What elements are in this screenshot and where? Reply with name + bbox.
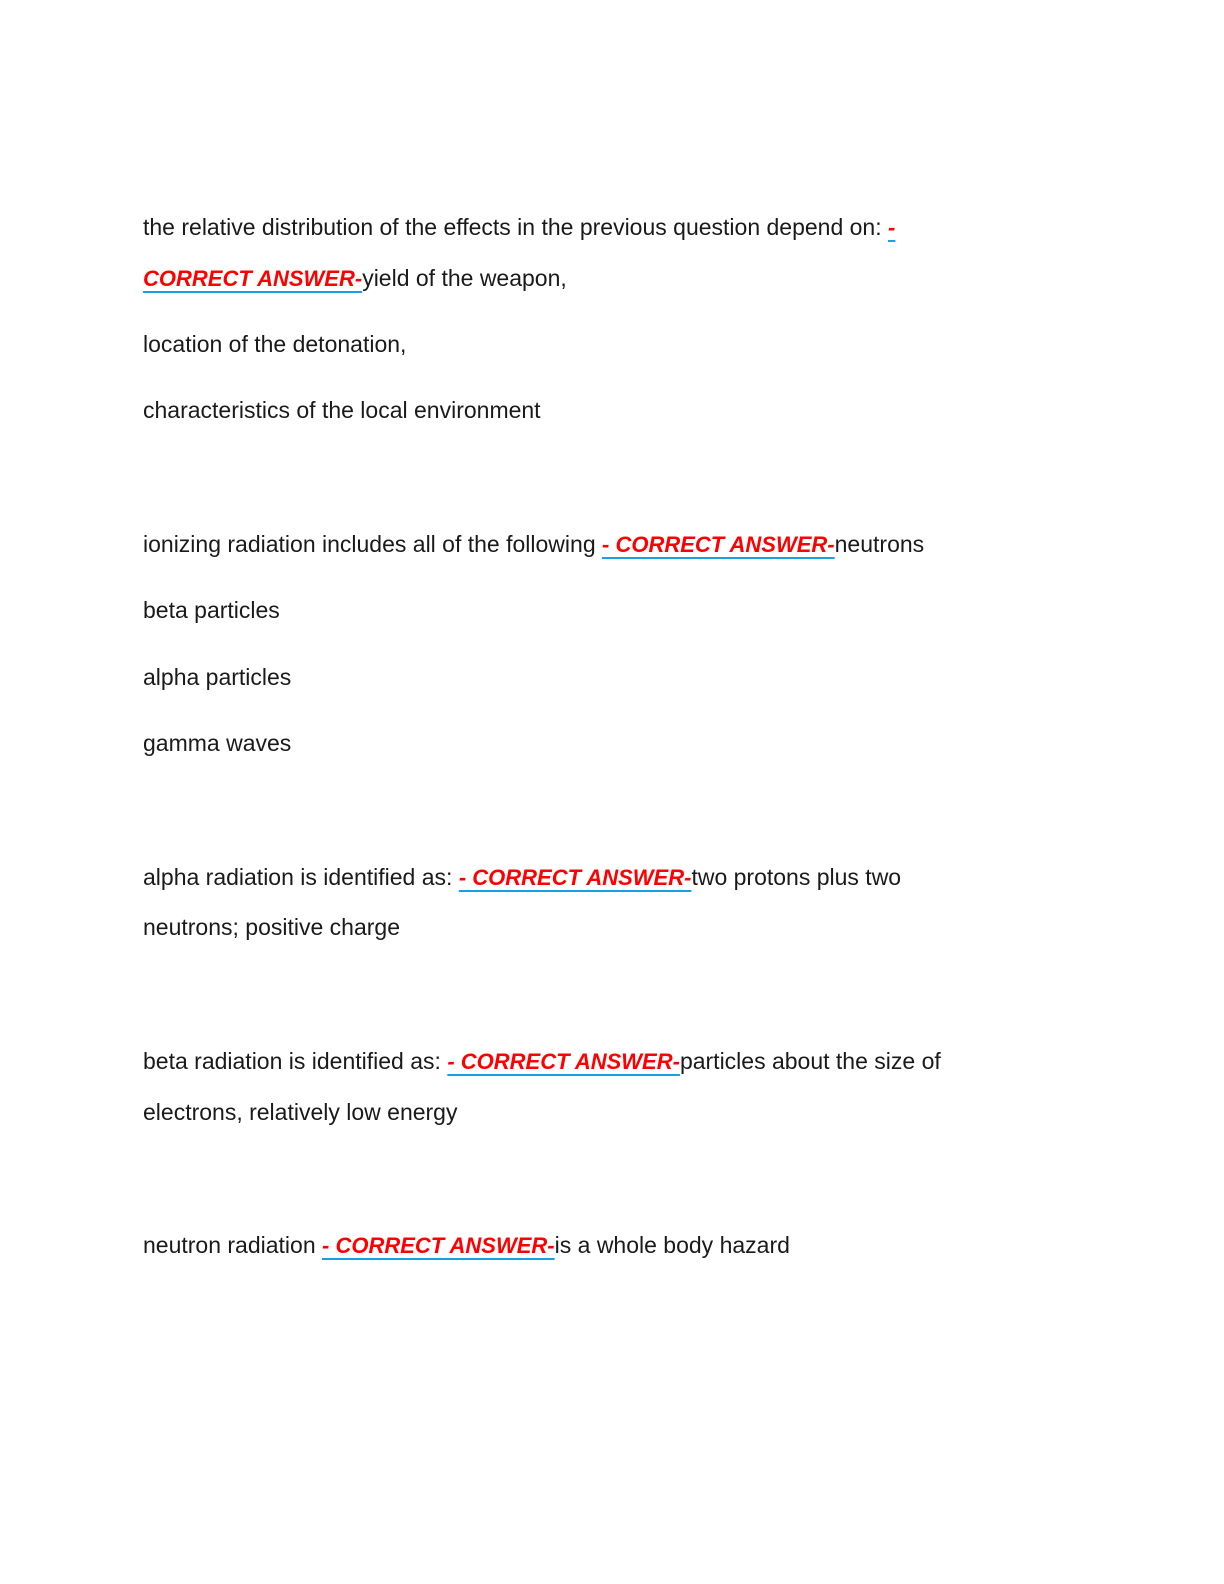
question-2-answer: neutrons (834, 531, 925, 557)
question-3-answer-line: neutrons; positive charge (143, 914, 400, 940)
question-1-line (143, 216, 895, 239)
question-5-line (143, 1234, 790, 1257)
question-2-answer-line: gamma waves (143, 730, 292, 756)
question-1-answer-line: characteristics of the local environment (143, 397, 541, 423)
answer-marker: - (888, 215, 896, 240)
question-4-answer-line: electrons, relatively low energy (143, 1099, 458, 1125)
question-2-line (143, 533, 924, 556)
answer-marker: - CORRECT ANSWER- (322, 1233, 555, 1258)
question-3-line (143, 866, 901, 889)
question-5-answer: is a whole body hazard (554, 1232, 790, 1258)
answer-marker: - CORRECT ANSWER- (602, 532, 835, 557)
question-1-answer-line: location of the detonation, (143, 331, 407, 357)
question-1-text: the relative distribution of the effects in the previous question depend on: (143, 214, 889, 240)
answer-marker: - CORRECT ANSWER- (447, 1049, 680, 1074)
question-5-text: neutron radiation (143, 1232, 323, 1258)
question-1-answer-line (143, 267, 567, 290)
question-4-answer: particles about the size of (679, 1048, 941, 1074)
answer-marker: CORRECT ANSWER- (143, 266, 363, 291)
answer-marker: - CORRECT ANSWER- (458, 865, 692, 890)
question-2-answer-line: alpha particles (143, 664, 292, 690)
question-2-text: ionizing radiation includes all of the following (143, 531, 603, 557)
question-2-answer-line: beta particles (143, 597, 280, 623)
question-1-answer: yield of the weapon, (362, 265, 567, 291)
question-3-text: alpha radiation is identified as: (143, 864, 459, 890)
question-4-text: beta radiation is identified as: (143, 1048, 448, 1074)
question-4-line (143, 1050, 941, 1073)
question-3-answer: two protons plus two (691, 864, 902, 890)
